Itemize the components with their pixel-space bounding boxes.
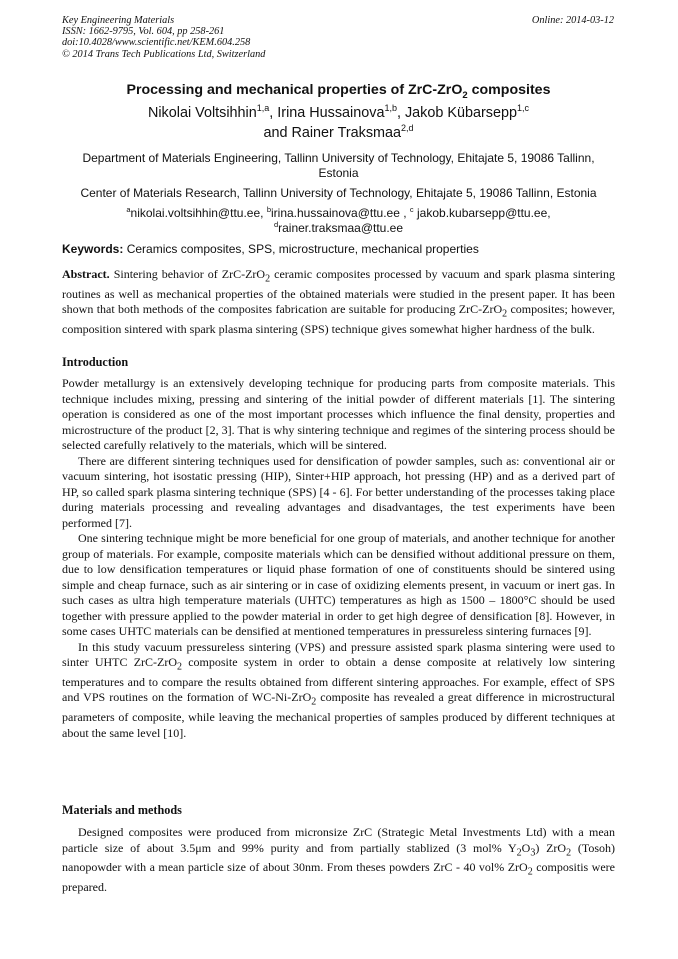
- author-name: , Jakob Kübarsepp: [396, 105, 517, 121]
- author-line-1: Nikolai Voltsihhin$^{1,a}$, Irina Hussainova$^{1,b}$, Jakob Kübarsepp$^{1,c}$: [147, 103, 530, 121]
- affiliation-2: Center of Materials Research, Tallinn University of Technology, Ehitajate 5, 19086 Tallinn, Estonia: [80, 186, 597, 200]
- abstract: Abstract. Sintering behavior of ZrC-ZrO$_2$ ceramic composites processed by vacuum and spark plasma sintering routines as well as mechanical properties of the obtained materials were studied in the present paper. It has been shown that both methods of the composites fabrication are suitable for producing ZrC-ZrO$_2$ composites; however, composition sintered with spark plasma sintering (SPS) technique gives somewhat higher hardness of the bulk.: [62, 267, 616, 337]
- paragraph: There are different sintering techniques used for densification of powder samples, such as: conventional air or vacuum sintering, hot isostatic pressing (HIP), Sinter+HIP approach, hot pressing (HP) and as a derived part of HP, so called spark plasma sintering technique (SPS) [4 - 6]. For better understanding of the processes taking place during materials processing and revealing advantages and disadvantages, the test experiments have been performed [7].: [62, 453, 615, 530]
- keywords-label: Keywords:: [62, 242, 124, 256]
- author-name: Nikolai Voltsihhin: [147, 105, 257, 121]
- author-name: , Irina Hussainova: [269, 105, 385, 121]
- journal-name: Key Engineering Materials: [62, 15, 175, 26]
- keywords: [62, 242, 615, 257]
- journal-header: [62, 15, 265, 60]
- paragraph: Powder metallurgy is an extensively developing technique for producing parts from composite materials. This technique includes mixing, pressing and sintering of the initial powder of different materials [1]. The sintering operation is considered as one of the most important processes which influence the final density, properties and microstructure of the product [2, 3]. That is why sintering technique and regimes of the sintering process should be selected carefully relatively to the materials, which will be sintered.: [62, 376, 615, 452]
- author-line-2: and Rainer Traksmaa$^{2,d}$: [263, 123, 414, 141]
- keywords-text: Ceramics composites, SPS, microstructure, mechanical properties: [123, 242, 479, 256]
- author-emails: $^a$nikolai.voltsihhin@ttu.ee, $^b$irina.hussainova@ttu.ee , $^c$ jakob.kubarsepp@ttu.ee, $^d$rainer.traksmaa@ttu.ee: [126, 205, 551, 236]
- materials-body: [62, 825, 615, 896]
- affiliation-1: Department of Materials Engineering, Tallinn University of Technology, Ehitajate 5, 19086 Tallinn, Estonia: [82, 151, 595, 181]
- email-link[interactable]: irina.hussainova@ttu.ee ,: [270, 206, 410, 220]
- email-link[interactable]: jakob.kubarsepp@ttu.ee,: [413, 206, 551, 220]
- journal-doi[interactable]: doi:10.4028/www.scientific.net/KEM.604.258: [62, 37, 251, 49]
- introduction-body: [62, 376, 615, 741]
- paragraph: Designed composites were produced from micronsize ZrC (Strategic Metal Investments Ltd) with a mean particle size of about 3.5μm and 99% purity and from partially stablized (3 mol% $Y_2O_3$) ZrO$_2$ (Tosoh) nanopowder with a mean particle size of about 30nm. From theses powders ZrC - 40 vol% ZrO$_2$ compositis were prepared.: [62, 825, 615, 895]
- online-date: Online: 2014-03-12: [531, 15, 614, 26]
- paragraph: One sintering technique might be more beneficial for one group of materials, and another technique for another group of materials. For example, composite materials which can be densified without additional pressure on them, due to low densification temperatures or liquid phase formation of one of constituents should be sintered using simple and cheap furnace, such as air sintering or in case of oxidizing elements present, in vacuum or inert gas. In such cases as ultra high temperature materials (UHTC) temperatures as high as 1500 – 1800°C should be used together with pressure applied to the powder material in order to get high degree of densification [8]. However, in some cases UHTC materials can be densified at mentioned temperatures in pressureless sintering furnaces [9].: [62, 531, 615, 638]
- email-link[interactable]: rainer.traksmaa@ttu.ee: [278, 221, 404, 236]
- author-list: [62, 103, 615, 143]
- paper-title: Processing and mechanical properties of ZrC-ZrO$_2$ composites: [126, 82, 551, 101]
- author-name: and Rainer Traksmaa: [263, 125, 402, 141]
- journal-issn: ISSN: 1662-9795, Vol. 604, pp 258-261: [62, 26, 225, 38]
- journal-copyright: © 2014 Trans Tech Publications Ltd, Switzerland: [62, 48, 266, 60]
- section-heading-introduction: Introduction: [62, 355, 129, 369]
- abstract-label: Abstract.: [62, 267, 110, 281]
- section-heading-materials: Materials and methods: [62, 803, 182, 817]
- email-link[interactable]: nikolai.voltsihhin@ttu.ee,: [130, 206, 267, 220]
- paragraph: In this study vacuum pressureless sintering (VPS) and pressure assisted spark plasma sintering were used to sinter UHTC ZrC-ZrO$_2$ composite system in order to obtain a dense composite at relatively low sintering temperatures and to compare the results obtained from different sintering approaches. For example, effect of SPS and VPS routines on the formation of WC-Ni-ZrO$_2$ composite has revealed a great difference in microstructural parameters of composite, while leaving the mechanical properties of samples produced by different techniques at about the same level [10].: [62, 639, 615, 740]
